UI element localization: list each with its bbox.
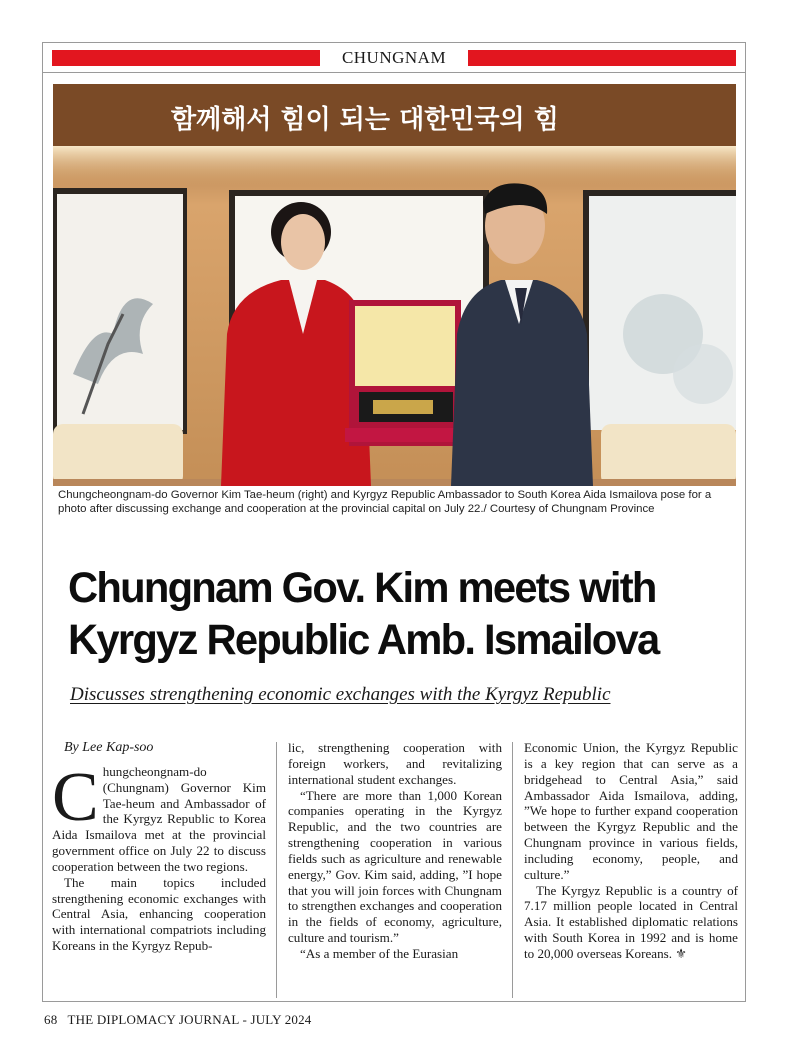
lead-paragraph <box>52 758 266 875</box>
lead-paragraph-text: hungcheongnam-do (Chungnam) Governor Kim Tae-heum and Ambassador of the Kyrgyz Republic to Korea Aida Ismailova met at the provincial government office on July 22 to discuss cooperation between the two regions. <box>52 763 266 874</box>
subheadline: Discusses strengthening economic exchanges with the Kyrgyz Republic <box>70 684 611 705</box>
paragraph <box>524 883 738 962</box>
paragraph: “There are more than 1,000 Korean companies operating in the Kyrgyz Republic, and the two countries are strengthening cooperation in various fields such as agriculture and renewable energy,” Gov. Kim said, adding, ”I hope that you will join forces with Chungnam to strengthen exchanges and cooperation in the fields of economy, agriculture, culture and tourism.” <box>288 787 502 946</box>
byline: By Lee Kap-soo <box>64 740 154 755</box>
section-bar-right <box>468 50 736 66</box>
column-divider <box>512 742 513 998</box>
end-mark-icon: ⚜ <box>675 945 687 961</box>
drop-cap: C <box>52 758 99 836</box>
header-rule <box>42 72 746 73</box>
paragraph: “As a member of the Eurasian <box>300 945 459 961</box>
article-column-1 <box>52 740 266 954</box>
photo-caption: Chungcheongnam-do Governor Kim Tae-heum (right) and Kyrgyz Republic Ambassador to South Korea Aida Ismailova pose for a photo after discussing exchange and cooperation at the provincial capital on July 22./ Courtesy of Chungnam Province <box>58 489 712 515</box>
headline-line-2: Kyrgyz Republic Amb. Ismailova <box>68 616 659 664</box>
paragraph: lic, strengthening cooperation with foreign workers, and revitalizing international student exchanges. <box>288 740 502 787</box>
column-divider <box>276 742 277 998</box>
photo-banner-text: 함께해서 힘이 되는 대한민국의 힘 <box>171 105 559 135</box>
paragraph: The main topics included strengthening economic exchanges with Central Asia, enhancing cooperation with international compatriots including Koreans in the Kyrgyz Repub- <box>52 874 266 954</box>
article-column-2 <box>288 740 502 962</box>
headline <box>68 562 728 666</box>
page-footer: 68 THE DIPLOMACY JOURNAL - JULY 2024 <box>44 1012 312 1027</box>
article-photo <box>53 84 736 486</box>
paragraph: Economic Union, the Kyrgyz Republic is a key region that can serve as a bridgehead to Central Asia,” said Ambassador Aida Ismailova, adding, ”We hope to further expand cooperation between the Kyrgyz Republic and the Chungnam province in various fields, including economy, people, and culture.” <box>524 740 738 882</box>
headline-line-1: Chungnam Gov. Kim meets with <box>68 564 656 612</box>
section-bar-left <box>52 50 320 66</box>
section-header <box>52 48 736 68</box>
article-column-3 <box>524 740 738 962</box>
paragraph-text: The Kyrgyz Republic is a country of 7.17 million people located in Central Asia. It established diplomatic relations with South Korea in 1992 and is home to 20,000 overseas Koreans. <box>524 882 738 961</box>
section-label: CHUNGNAM <box>341 48 447 67</box>
